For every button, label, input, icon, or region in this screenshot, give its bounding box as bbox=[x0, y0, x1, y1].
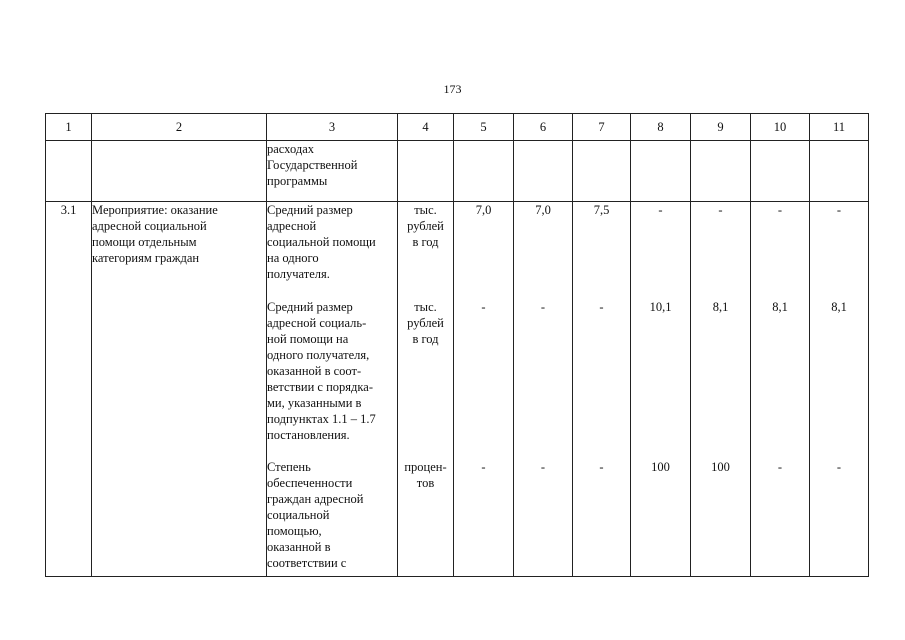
table-header-row bbox=[46, 114, 869, 141]
indicator-2-unit: тыс. рублей в год bbox=[407, 300, 444, 346]
indicator-1-unit: тыс. рублей в год bbox=[407, 203, 444, 249]
value-cell: - bbox=[540, 300, 546, 314]
indicator-3-unit: процен- тов bbox=[404, 460, 447, 490]
value-cell: 8,1 bbox=[831, 300, 847, 314]
value-col-8 bbox=[631, 202, 691, 577]
header-col-6: 6 bbox=[514, 114, 573, 141]
value-cell: 7,0 bbox=[535, 203, 551, 217]
value-cell: - bbox=[599, 460, 604, 474]
table-cell bbox=[751, 141, 810, 202]
value-cell: 8,1 bbox=[772, 300, 788, 314]
value-cell: - bbox=[836, 203, 842, 217]
value-cell: - bbox=[718, 203, 723, 217]
header-col-5: 5 bbox=[454, 114, 514, 141]
value-cell: - bbox=[658, 203, 663, 217]
value-col-6 bbox=[514, 202, 573, 577]
table-cell bbox=[267, 141, 398, 202]
value-cell: 7,0 bbox=[475, 203, 492, 217]
table-cell bbox=[454, 141, 514, 202]
value-col-10 bbox=[751, 202, 810, 577]
header-col-11: 11 bbox=[810, 114, 869, 141]
page-number: 173 bbox=[443, 82, 462, 96]
header-col-4: 4 bbox=[398, 114, 454, 141]
indicator-1-text: Средний размер адресной социальной помощи на одного получателя. bbox=[267, 203, 376, 281]
value-cell: - bbox=[540, 460, 546, 474]
table-row-3-1 bbox=[46, 202, 869, 577]
table-cell bbox=[46, 141, 92, 202]
table-cell bbox=[810, 141, 869, 202]
value-cell: 7,5 bbox=[593, 203, 610, 217]
header-col-8: 8 bbox=[631, 114, 691, 141]
table-cell bbox=[398, 141, 454, 202]
header-col-7: 7 bbox=[573, 114, 631, 141]
measure-name-cell bbox=[92, 202, 267, 577]
table-cell bbox=[631, 141, 691, 202]
value-col-5 bbox=[454, 202, 514, 577]
value-cell: - bbox=[777, 460, 783, 474]
row-number: 3.1 bbox=[46, 202, 92, 577]
value-cell: - bbox=[599, 300, 604, 314]
value-cell: 10,1 bbox=[649, 300, 672, 314]
header-col-10: 10 bbox=[751, 114, 810, 141]
measure-name: Мероприятие: оказание адресной социальной помощи отдельным категориям граждан bbox=[92, 203, 218, 265]
value-cell: - bbox=[481, 460, 486, 474]
value-col-11 bbox=[810, 202, 869, 577]
indicator-text-cell bbox=[267, 202, 398, 577]
value-col-9 bbox=[691, 202, 751, 577]
table-cell bbox=[691, 141, 751, 202]
value-col-7 bbox=[573, 202, 631, 577]
header-col-2: 2 bbox=[92, 114, 267, 141]
continuation-indicator-text: расходах Государственной программы bbox=[267, 142, 358, 188]
table-cell bbox=[514, 141, 573, 202]
value-cell: - bbox=[481, 300, 486, 314]
indicator-table bbox=[45, 113, 869, 577]
value-cell: - bbox=[836, 460, 842, 474]
indicator-2-text: Средний размер адресной социаль- ной помощи на одного получателя, оказанной в соот- ветствии с порядка- ми, указанными в подпунктах 1.1 – 1.7 постановления. bbox=[267, 300, 376, 442]
value-cell: 100 bbox=[711, 460, 730, 474]
header-col-9: 9 bbox=[691, 114, 751, 141]
value-cell: 8,1 bbox=[712, 300, 729, 314]
table-cell bbox=[573, 141, 631, 202]
value-cell: 100 bbox=[651, 460, 670, 474]
header-col-1: 1 bbox=[46, 114, 92, 141]
table-cell bbox=[92, 141, 267, 202]
unit-cell bbox=[398, 202, 454, 577]
header-col-3: 3 bbox=[267, 114, 398, 141]
continuation-row bbox=[46, 141, 869, 202]
indicator-3-text: Степень обеспеченности граждан адресной социальной помощью, оказанной в соответствии с bbox=[267, 460, 364, 570]
value-cell: - bbox=[777, 203, 783, 217]
